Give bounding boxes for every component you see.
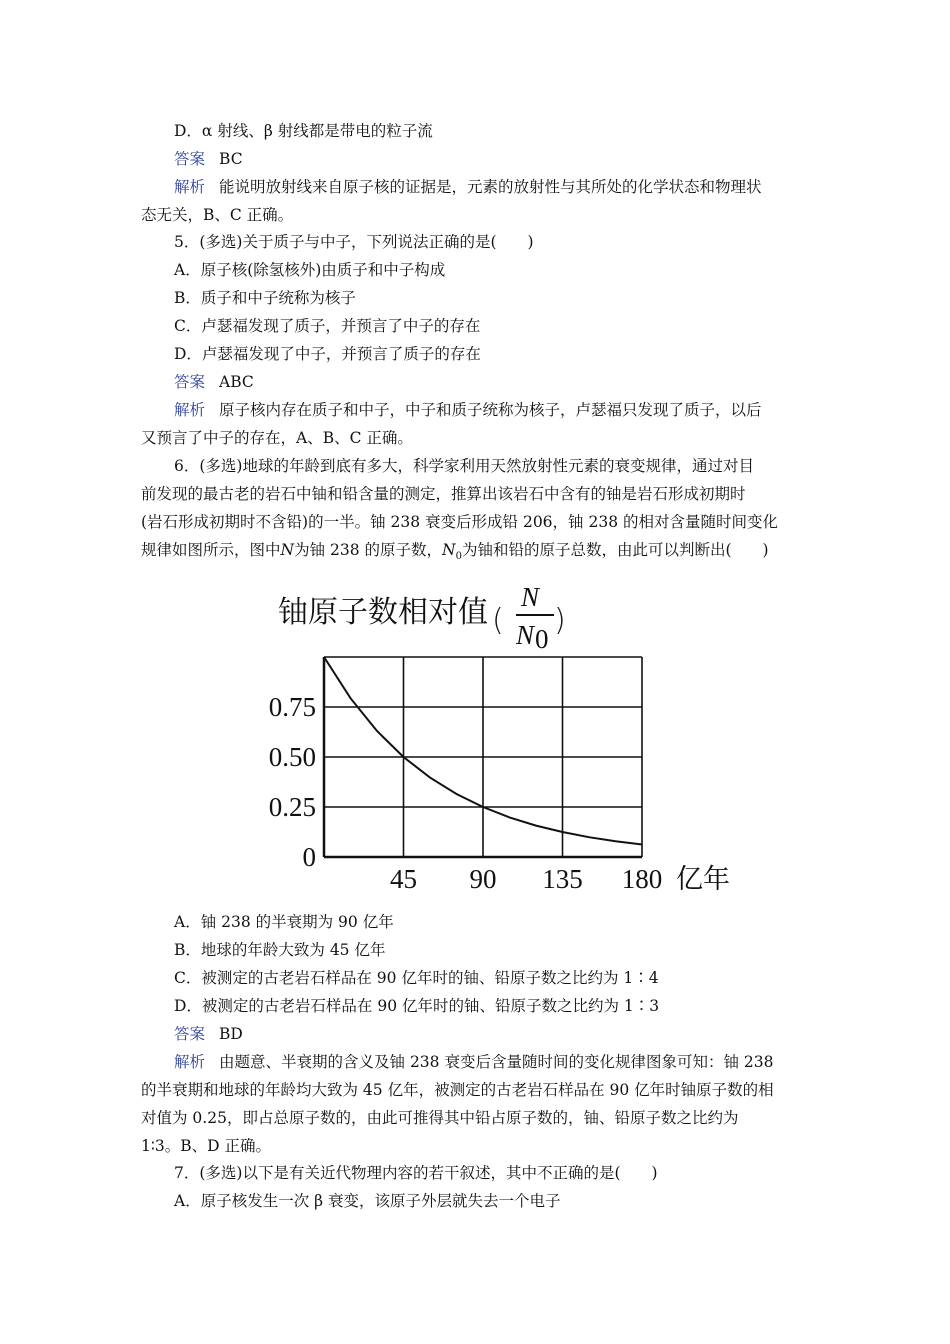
q7-option-a: A．原子核发生一次 β 衰变，该原子外层就失去一个电子 <box>174 1192 561 1210</box>
q6-answer <box>174 1024 243 1044</box>
stem-text: 为铀和铅的原子总数，由此可以判断出( ) <box>461 541 769 559</box>
symbol-n0: N <box>442 541 456 559</box>
q4-analysis-line-2: 态无关，B、C 正确。 <box>141 206 294 224</box>
q7-stem: 7．(多选)以下是有关近代物理内容的若干叙述，其中不正确的是( ) <box>174 1164 658 1182</box>
q5-analysis-line-2: 又预言了中子的存在，A、B、C 正确。 <box>141 429 413 447</box>
answer-value: ABC <box>219 373 254 391</box>
analysis-tag: 解析 <box>174 178 206 196</box>
analysis-text: 能说明放射线来自原子核的证据是，元素的放射性与其所处的化学状态和物理状 <box>219 178 762 196</box>
answer-tag: 答案 <box>174 150 206 168</box>
chart-title-denominator: N <box>516 620 535 650</box>
symbol-n0-subscript: 0 <box>455 551 462 563</box>
q6-analysis-line-1 <box>174 1052 773 1072</box>
chart-title-right-paren: ) <box>554 603 566 638</box>
q4-answer <box>174 149 243 169</box>
q5-option-c: C．卢瑟福发现了质子，并预言了中子的存在 <box>174 317 481 335</box>
analysis-text: 由题意、半衰期的含义及铀 238 衰变后含量随时间的变化规律图象可知：铀 238 <box>219 1053 774 1071</box>
q5-answer <box>174 372 254 392</box>
decay-chart <box>238 570 744 904</box>
answer-value: BC <box>219 150 243 168</box>
answer-value: BD <box>219 1025 243 1043</box>
q6-analysis-line-2: 的半衰期和地球的年龄均大致为 45 亿年，被测定的古老岩石样品在 90 亿年时铀原子数的相 <box>141 1081 774 1099</box>
q5-option-b: B．质子和中子统称为核子 <box>174 289 356 307</box>
x-tick-label: 90 <box>469 864 497 894</box>
q6-option-a: A．铀 238 的半衰期为 90 亿年 <box>174 913 394 931</box>
chart-title-text: 铀原子数相对值 <box>278 595 488 630</box>
q6-option-c: C．被测定的古老岩石样品在 90 亿年时的铀、铅原子数之比约为 1∶4 <box>174 969 659 987</box>
symbol-n: N <box>280 541 295 559</box>
stem-text: 为铀 238 的原子数， <box>294 541 443 559</box>
x-tick-label: 180 <box>621 864 663 894</box>
chart-title-left-paren: ( <box>492 603 504 638</box>
answer-tag: 答案 <box>174 1025 206 1043</box>
q6-stem-line-1: 6．(多选)地球的年龄到底有多大，科学家利用天然放射性元素的衰变规律，通过对目 <box>174 457 754 475</box>
q6-option-d: D．被测定的古老岩石样品在 90 亿年时的铀、铅原子数之比约为 1∶3 <box>174 997 660 1015</box>
q4-analysis-line-1 <box>174 177 762 197</box>
chart-title-denominator-subscript: 0 <box>535 624 549 654</box>
chart-grid <box>324 657 642 857</box>
stem-text: 规律如图所示，图中 <box>141 541 281 559</box>
q5-option-a: A．原子核(除氢核外)由质子和中子构成 <box>174 261 446 279</box>
y-tick-label: 0.25 <box>268 792 316 822</box>
q6-analysis-line-4: 1∶3。B、D 正确。 <box>141 1137 272 1155</box>
x-axis-label: 亿年 <box>676 864 730 894</box>
x-tick-label: 45 <box>390 864 417 894</box>
chart-title-numerator: N <box>521 582 540 612</box>
q6-stem-line-3: (岩石形成初期时不含铅)的一半。铀 238 衰变后形成铅 206，铀 238 的相对含量随时间变化 <box>141 513 778 531</box>
y-tick-label: 0.50 <box>268 742 316 772</box>
q6-stem-line-4 <box>141 540 769 567</box>
y-tick-label: 0 <box>302 842 316 872</box>
chart-ticks <box>269 692 663 894</box>
x-tick-label: 135 <box>542 864 583 894</box>
q5-analysis-line-1 <box>174 400 762 420</box>
chart-title <box>278 582 566 654</box>
analysis-tag: 解析 <box>174 401 206 419</box>
analysis-tag: 解析 <box>174 1053 206 1071</box>
q6-option-b: B．地球的年龄大致为 45 亿年 <box>174 941 386 959</box>
q6-analysis-line-3: 对值为 0.25，即占总原子数的，由此可推得其中铅占原子数的，铀、铅原子数之比约为 <box>141 1109 739 1127</box>
q5-option-d: D．卢瑟福发现了中子，并预言了质子的存在 <box>174 345 481 363</box>
analysis-text: 原子核内存在质子和中子，中子和质子统称为核子，卢瑟福只发现了质子，以后 <box>219 401 762 419</box>
y-tick-label: 0.75 <box>268 692 316 722</box>
q4-option-d: D．α 射线、β 射线都是带电的粒子流 <box>174 122 433 140</box>
answer-tag: 答案 <box>174 373 206 391</box>
q5-stem: 5．(多选)关于质子与中子，下列说法正确的是( ) <box>174 233 534 251</box>
q6-stem-line-2: 前发现的最古老的岩石中铀和铅含量的测定，推算出该岩石中含有的铀是岩石形成初期时 <box>141 485 746 503</box>
